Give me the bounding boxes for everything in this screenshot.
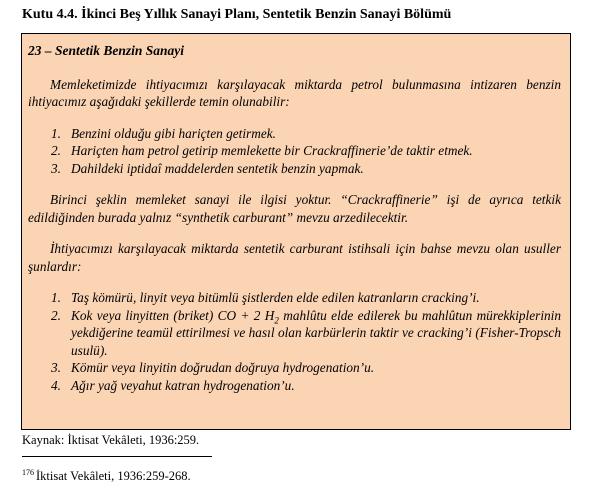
footnote-marker: 176 — [22, 468, 34, 477]
options-list — [28, 125, 561, 178]
list-item: 2. Hariçten ham petrol getirip memlekette bir Crackraffinerie’de taktir etmek. — [51, 143, 473, 158]
third-paragraph: İhtiyacımızı karşılayacak miktarda sentetik carburant istihsali için bahse mevzu olan usuller şunlardır: — [28, 241, 561, 274]
intro-paragraph: Memleketimizde ihtiyacımızı karşılayacak miktarda petrol bulunmasına intizaren benzin ihtiyacımız aşağıdaki şekillerde temin olunabilir: — [28, 76, 561, 109]
shaded-text-box — [21, 33, 571, 430]
source-note: Kaynak: İktisat Vekâleti, 1936:259. — [22, 433, 200, 447]
list-item: 3. Kömür veya linyitin doğrudan doğruya hydrogenation’u. — [51, 360, 375, 375]
box-title: Kutu 4.4. İkinci Beş Yıllık Sanayi Planı, Sentetik Benzin Sanayi Bölümü — [22, 7, 452, 22]
second-paragraph: Birinci şeklin memleket sanayi ile ilgisi yoktur. “Crackraffinerie” işi de ayrıca tetkik edildiğinden burada yalnız “synthetik carburant” mevzu arzedilecektir. — [28, 192, 561, 225]
methods-list — [28, 289, 561, 394]
box-heading: 23 – Sentetik Benzin Sanayi — [28, 43, 185, 58]
list-item: 1. Taş kömürü, linyit veya bitümlü şistlerden elde edilen katranların cracking’i. — [51, 290, 480, 305]
list-item: 1. Benzini olduğu gibi hariçten getirmek. — [51, 125, 276, 141]
list-item: 3. Dahildeki iptidaî maddelerden sentetik benzin yapmak. — [51, 160, 364, 176]
list-item: 2. Kok veya linyitten (briket) CO + 2 $H_2$ mahlûtu elde edilerek bu mahlûtun mürekkiplerinin yekdiğerine teamül ettirilmesi ve hasıl olan karbürlerin taktir ve cracking’i (Fisher-Tropsch usulü). — [51, 307, 562, 358]
footnote-divider — [22, 456, 212, 457]
footnote — [22, 468, 191, 484]
footnote-text: İktisat Vekâleti, 1936:259-268. — [36, 469, 191, 483]
list-item: 4. Ağır yağ veyahut katran hydrogenation’u. — [51, 377, 295, 393]
